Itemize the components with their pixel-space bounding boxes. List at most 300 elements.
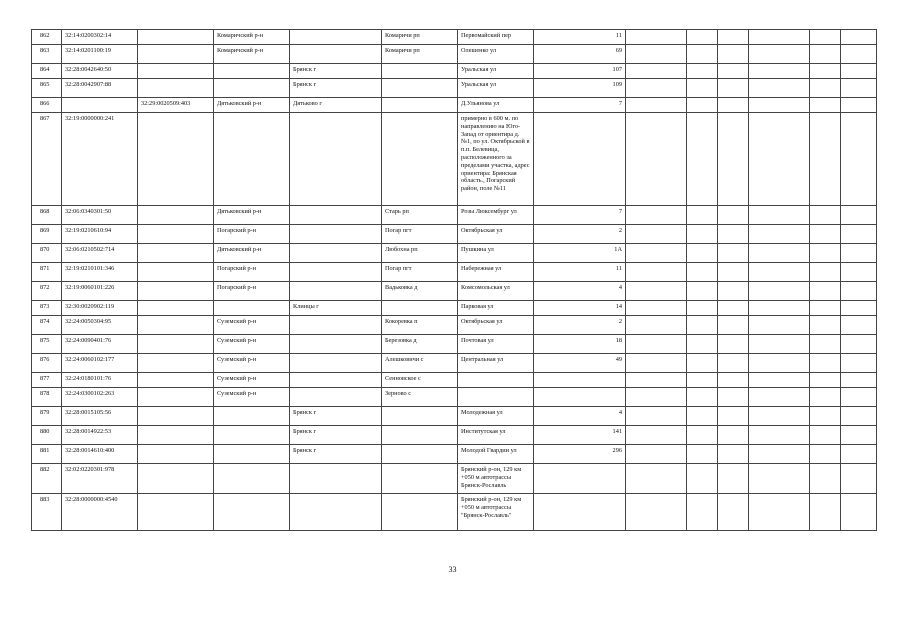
table-row: [32, 206, 877, 225]
district-cell: [214, 64, 290, 79]
empty-cell: [749, 45, 810, 64]
district-cell: Комаричский р-н: [214, 45, 290, 64]
empty-cell: [718, 282, 749, 301]
empty-cell: [749, 301, 810, 316]
empty-cell: [841, 79, 877, 98]
empty-cell: [810, 388, 841, 407]
empty-cell: [626, 79, 687, 98]
empty-cell: [749, 464, 810, 494]
street-cell: [458, 373, 534, 388]
table-row: [32, 30, 877, 45]
empty-cell: [810, 113, 841, 206]
empty-cell: [718, 263, 749, 282]
cadastral-number-alt-cell: [138, 494, 214, 531]
city-cell: Брянск г: [290, 426, 382, 445]
empty-cell: [841, 373, 877, 388]
table-row: [32, 282, 877, 301]
row-number-cell: 879: [32, 407, 62, 426]
empty-cell: [687, 113, 718, 206]
empty-cell: [626, 445, 687, 464]
house-number-cell: 18: [534, 335, 626, 354]
empty-cell: [626, 30, 687, 45]
empty-cell: [718, 45, 749, 64]
empty-cell: [718, 206, 749, 225]
cadastral-number-alt-cell: [138, 113, 214, 206]
empty-cell: [687, 282, 718, 301]
empty-cell: [626, 263, 687, 282]
row-number-cell: 878: [32, 388, 62, 407]
cadastral-number-cell: 32:19:0210610:94: [62, 225, 138, 244]
empty-cell: [810, 30, 841, 45]
empty-cell: [718, 464, 749, 494]
table-row: [32, 494, 877, 531]
row-number-cell: 877: [32, 373, 62, 388]
street-cell: примерно в 600 м. по направлению на Юго-Запад от ориентира д. №1, по ул. Октябрьской в п.п. Белевица, расположенного за пределами участка, адрес ориентира: Брянская область., Погарский район, поле №11: [458, 113, 534, 206]
empty-cell: [749, 373, 810, 388]
empty-cell: [718, 64, 749, 79]
row-number-cell: 869: [32, 225, 62, 244]
empty-cell: [749, 388, 810, 407]
cadastral-number-cell: 32:06:0210502:714: [62, 244, 138, 263]
empty-cell: [687, 98, 718, 113]
house-number-cell: 49: [534, 354, 626, 373]
empty-cell: [841, 45, 877, 64]
row-number-cell: 870: [32, 244, 62, 263]
street-cell: Первомайский пер: [458, 30, 534, 45]
settlement-cell: [382, 426, 458, 445]
settlement-cell: Погар пгт: [382, 263, 458, 282]
settlement-cell: [382, 445, 458, 464]
empty-cell: [687, 354, 718, 373]
row-number-cell: 872: [32, 282, 62, 301]
house-number-cell: 4: [534, 407, 626, 426]
empty-cell: [626, 407, 687, 426]
cadastral-number-cell: 32:28:0015105:56: [62, 407, 138, 426]
row-number-cell: 882: [32, 464, 62, 494]
empty-cell: [841, 263, 877, 282]
district-cell: Суземский р-н: [214, 335, 290, 354]
house-number-cell: 4: [534, 282, 626, 301]
district-cell: [214, 407, 290, 426]
settlement-cell: [382, 301, 458, 316]
street-cell: Октябрьская ул: [458, 316, 534, 335]
cadastral-number-alt-cell: [138, 206, 214, 225]
cadastral-number-cell: 32:28:0000000:4540: [62, 494, 138, 531]
row-number-cell: 864: [32, 64, 62, 79]
house-number-cell: 109: [534, 79, 626, 98]
cadastral-number-alt-cell: [138, 407, 214, 426]
empty-cell: [841, 316, 877, 335]
row-number-cell: 863: [32, 45, 62, 64]
empty-cell: [687, 225, 718, 244]
street-cell: Почтовая ул: [458, 335, 534, 354]
district-cell: [214, 113, 290, 206]
empty-cell: [749, 64, 810, 79]
settlement-cell: Комаричи рп: [382, 30, 458, 45]
cadastral-number-alt-cell: [138, 464, 214, 494]
cadastral-number-alt-cell: [138, 263, 214, 282]
empty-cell: [841, 98, 877, 113]
street-cell: Молодой Гвардии ул: [458, 445, 534, 464]
cadastral-number-cell: [62, 98, 138, 113]
city-cell: [290, 225, 382, 244]
settlement-cell: [382, 464, 458, 494]
cadastral-number-cell: 32:14:0200302:14: [62, 30, 138, 45]
house-number-cell: 296: [534, 445, 626, 464]
empty-cell: [687, 494, 718, 531]
empty-cell: [810, 464, 841, 494]
table-row: [32, 244, 877, 263]
cadastral-number-cell: 32:19:0000000:241: [62, 113, 138, 206]
city-cell: [290, 494, 382, 531]
empty-cell: [841, 407, 877, 426]
table-row: [32, 407, 877, 426]
cadastral-number-cell: 32:14:0201100:19: [62, 45, 138, 64]
row-number-cell: 867: [32, 113, 62, 206]
district-cell: [214, 445, 290, 464]
empty-cell: [749, 79, 810, 98]
empty-cell: [687, 206, 718, 225]
street-cell: [458, 388, 534, 407]
table-row: [32, 113, 877, 206]
cadastral-number-cell: 32:19:0060101:226: [62, 282, 138, 301]
cadastral-number-cell: 32:24:0050304:95: [62, 316, 138, 335]
empty-cell: [810, 301, 841, 316]
empty-cell: [626, 113, 687, 206]
cadastral-number-cell: 32:24:0180101:76: [62, 373, 138, 388]
empty-cell: [718, 244, 749, 263]
empty-cell: [626, 316, 687, 335]
house-number-cell: [534, 464, 626, 494]
empty-cell: [687, 445, 718, 464]
street-cell: Брянский р-он, 129 км +050 м автотрассы Брянск-Рославль: [458, 464, 534, 494]
empty-cell: [626, 45, 687, 64]
table-row: [32, 373, 877, 388]
district-cell: Погарский р-н: [214, 282, 290, 301]
empty-cell: [749, 225, 810, 244]
settlement-cell: Вадьковка д: [382, 282, 458, 301]
table-row: [32, 445, 877, 464]
empty-cell: [841, 354, 877, 373]
empty-cell: [749, 206, 810, 225]
empty-cell: [841, 206, 877, 225]
house-number-cell: 11: [534, 263, 626, 282]
city-cell: [290, 45, 382, 64]
district-cell: [214, 464, 290, 494]
empty-cell: [749, 98, 810, 113]
table-row: [32, 79, 877, 98]
row-number-cell: 883: [32, 494, 62, 531]
cadastral-number-alt-cell: [138, 244, 214, 263]
empty-cell: [810, 45, 841, 64]
settlement-cell: [382, 64, 458, 79]
empty-cell: [749, 263, 810, 282]
settlement-cell: [382, 79, 458, 98]
empty-cell: [626, 64, 687, 79]
cadastral-number-cell: 32:28:0042640:50: [62, 64, 138, 79]
table-row: [32, 98, 877, 113]
empty-cell: [841, 225, 877, 244]
empty-cell: [626, 98, 687, 113]
city-cell: [290, 354, 382, 373]
city-cell: [290, 373, 382, 388]
settlement-cell: Любохна рп: [382, 244, 458, 263]
city-cell: Брянск г: [290, 64, 382, 79]
street-cell: Центральная ул: [458, 354, 534, 373]
empty-cell: [626, 301, 687, 316]
empty-cell: [749, 494, 810, 531]
cadastral-number-cell: 32:24:0300102:263: [62, 388, 138, 407]
empty-cell: [718, 225, 749, 244]
empty-cell: [841, 30, 877, 45]
table-row: [32, 464, 877, 494]
city-cell: [290, 206, 382, 225]
empty-cell: [718, 373, 749, 388]
empty-cell: [718, 407, 749, 426]
settlement-cell: Березовка д: [382, 335, 458, 354]
house-number-cell: [534, 494, 626, 531]
page-number: 33: [448, 565, 457, 574]
empty-cell: [626, 225, 687, 244]
district-cell: [214, 301, 290, 316]
cadastral-number-cell: 32:06:0340301:50: [62, 206, 138, 225]
district-cell: Погарский р-н: [214, 263, 290, 282]
empty-cell: [626, 426, 687, 445]
settlement-cell: [382, 113, 458, 206]
settlement-cell: [382, 494, 458, 531]
row-number-cell: 871: [32, 263, 62, 282]
empty-cell: [810, 282, 841, 301]
cadastral-number-alt-cell: [138, 335, 214, 354]
city-cell: Брянск г: [290, 79, 382, 98]
empty-cell: [687, 373, 718, 388]
city-cell: [290, 113, 382, 206]
empty-cell: [687, 301, 718, 316]
cadastral-number-alt-cell: [138, 30, 214, 45]
empty-cell: [687, 426, 718, 445]
cadastral-number-cell: 32:28:0042907:88: [62, 79, 138, 98]
district-cell: Дятьковский р-н: [214, 98, 290, 113]
empty-cell: [810, 335, 841, 354]
empty-cell: [841, 64, 877, 79]
empty-cell: [749, 445, 810, 464]
house-number-cell: 11: [534, 30, 626, 45]
empty-cell: [749, 426, 810, 445]
cadastral-number-alt-cell: [138, 373, 214, 388]
city-cell: [290, 316, 382, 335]
empty-cell: [749, 244, 810, 263]
street-cell: Молодежная ул: [458, 407, 534, 426]
cadastral-number-alt-cell: [138, 316, 214, 335]
empty-cell: [810, 64, 841, 79]
empty-cell: [841, 282, 877, 301]
empty-cell: [749, 316, 810, 335]
row-number-cell: 875: [32, 335, 62, 354]
house-number-cell: 2: [534, 316, 626, 335]
house-number-cell: 14: [534, 301, 626, 316]
district-cell: Суземский р-н: [214, 388, 290, 407]
cadastral-number-alt-cell: [138, 45, 214, 64]
cadastral-number-cell: 32:30:0020902:119: [62, 301, 138, 316]
empty-cell: [718, 494, 749, 531]
street-cell: Набережная ул: [458, 263, 534, 282]
city-cell: Клинцы г: [290, 301, 382, 316]
empty-cell: [718, 354, 749, 373]
empty-cell: [841, 113, 877, 206]
cadastral-number-alt-cell: [138, 301, 214, 316]
house-number-cell: [534, 388, 626, 407]
cadastral-number-alt-cell: [138, 225, 214, 244]
street-cell: Уральская ул: [458, 79, 534, 98]
cadastral-number-cell: 32:24:0090401:76: [62, 335, 138, 354]
cadastral-number-cell: 32:19:0210101:346: [62, 263, 138, 282]
city-cell: [290, 263, 382, 282]
cadastral-number-alt-cell: [138, 426, 214, 445]
empty-cell: [841, 301, 877, 316]
cadastral-number-cell: 32:24:0060102:177: [62, 354, 138, 373]
empty-cell: [810, 373, 841, 388]
street-cell: Розы Люксембург ул: [458, 206, 534, 225]
cadastral-number-alt-cell: [138, 445, 214, 464]
table-row: [32, 301, 877, 316]
empty-cell: [749, 335, 810, 354]
house-number-cell: 7: [534, 206, 626, 225]
empty-cell: [810, 494, 841, 531]
street-cell: Брянский р-он, 129 км +050 м автотрассы "Брянск-Рославль": [458, 494, 534, 531]
empty-cell: [810, 79, 841, 98]
table-row: [32, 316, 877, 335]
city-cell: [290, 30, 382, 45]
table-row: [32, 225, 877, 244]
row-number-cell: 873: [32, 301, 62, 316]
cadastral-number-alt-cell: [138, 282, 214, 301]
street-cell: Институтская ул: [458, 426, 534, 445]
district-cell: [214, 494, 290, 531]
empty-cell: [810, 407, 841, 426]
street-cell: Парковая ул: [458, 301, 534, 316]
table-row: [32, 354, 877, 373]
data-table: [31, 29, 877, 531]
settlement-cell: [382, 407, 458, 426]
house-number-cell: 7: [534, 98, 626, 113]
cadastral-number-alt-cell: [138, 79, 214, 98]
empty-cell: [626, 494, 687, 531]
settlement-cell: Зерново с: [382, 388, 458, 407]
settlement-cell: [382, 98, 458, 113]
empty-cell: [810, 316, 841, 335]
empty-cell: [687, 263, 718, 282]
empty-cell: [687, 407, 718, 426]
settlement-cell: Старь рп: [382, 206, 458, 225]
house-number-cell: 69: [534, 45, 626, 64]
city-cell: [290, 464, 382, 494]
settlement-cell: Сенновское с: [382, 373, 458, 388]
empty-cell: [718, 388, 749, 407]
street-cell: Д.Ульянова ул: [458, 98, 534, 113]
district-cell: Погарский р-н: [214, 225, 290, 244]
empty-cell: [626, 244, 687, 263]
row-number-cell: 876: [32, 354, 62, 373]
table-row: [32, 426, 877, 445]
empty-cell: [749, 407, 810, 426]
empty-cell: [626, 354, 687, 373]
empty-cell: [810, 426, 841, 445]
cadastral-number-alt-cell: [138, 388, 214, 407]
empty-cell: [810, 225, 841, 244]
row-number-cell: 866: [32, 98, 62, 113]
cadastral-number-cell: 32:02:0220301:978: [62, 464, 138, 494]
empty-cell: [687, 335, 718, 354]
empty-cell: [718, 335, 749, 354]
empty-cell: [718, 113, 749, 206]
street-cell: Пушкина ул: [458, 244, 534, 263]
empty-cell: [810, 263, 841, 282]
empty-cell: [841, 426, 877, 445]
row-number-cell: 880: [32, 426, 62, 445]
row-number-cell: 868: [32, 206, 62, 225]
cadastral-number-cell: 32:28:0014610:400: [62, 445, 138, 464]
empty-cell: [841, 244, 877, 263]
cadastral-number-alt-cell: [138, 64, 214, 79]
empty-cell: [841, 464, 877, 494]
district-cell: Суземский р-н: [214, 354, 290, 373]
empty-cell: [687, 316, 718, 335]
empty-cell: [749, 113, 810, 206]
table-row: [32, 388, 877, 407]
city-cell: [290, 335, 382, 354]
empty-cell: [841, 388, 877, 407]
house-number-cell: 2: [534, 225, 626, 244]
empty-cell: [687, 79, 718, 98]
empty-cell: [718, 30, 749, 45]
row-number-cell: 865: [32, 79, 62, 98]
empty-cell: [687, 30, 718, 45]
district-cell: [214, 79, 290, 98]
cadastral-number-alt-cell: 32:29:0020509:403: [138, 98, 214, 113]
empty-cell: [841, 445, 877, 464]
empty-cell: [718, 445, 749, 464]
empty-cell: [626, 335, 687, 354]
empty-cell: [626, 373, 687, 388]
empty-cell: [810, 98, 841, 113]
table-row: [32, 335, 877, 354]
empty-cell: [718, 426, 749, 445]
empty-cell: [626, 464, 687, 494]
street-cell: Октябрьская ул: [458, 225, 534, 244]
empty-cell: [810, 206, 841, 225]
empty-cell: [749, 30, 810, 45]
city-cell: Дятьково г: [290, 98, 382, 113]
empty-cell: [718, 316, 749, 335]
empty-cell: [687, 244, 718, 263]
table-row: [32, 263, 877, 282]
house-number-cell: [534, 373, 626, 388]
house-number-cell: 1А: [534, 244, 626, 263]
empty-cell: [687, 45, 718, 64]
empty-cell: [749, 282, 810, 301]
cadastral-number-cell: 32:28:0014922:53: [62, 426, 138, 445]
district-cell: [214, 426, 290, 445]
city-cell: [290, 244, 382, 263]
table-row: [32, 64, 877, 79]
street-cell: Комсомольская ул: [458, 282, 534, 301]
empty-cell: [718, 79, 749, 98]
district-cell: Суземский р-н: [214, 316, 290, 335]
row-number-cell: 874: [32, 316, 62, 335]
row-number-cell: 862: [32, 30, 62, 45]
settlement-cell: Погар пгт: [382, 225, 458, 244]
empty-cell: [841, 494, 877, 531]
